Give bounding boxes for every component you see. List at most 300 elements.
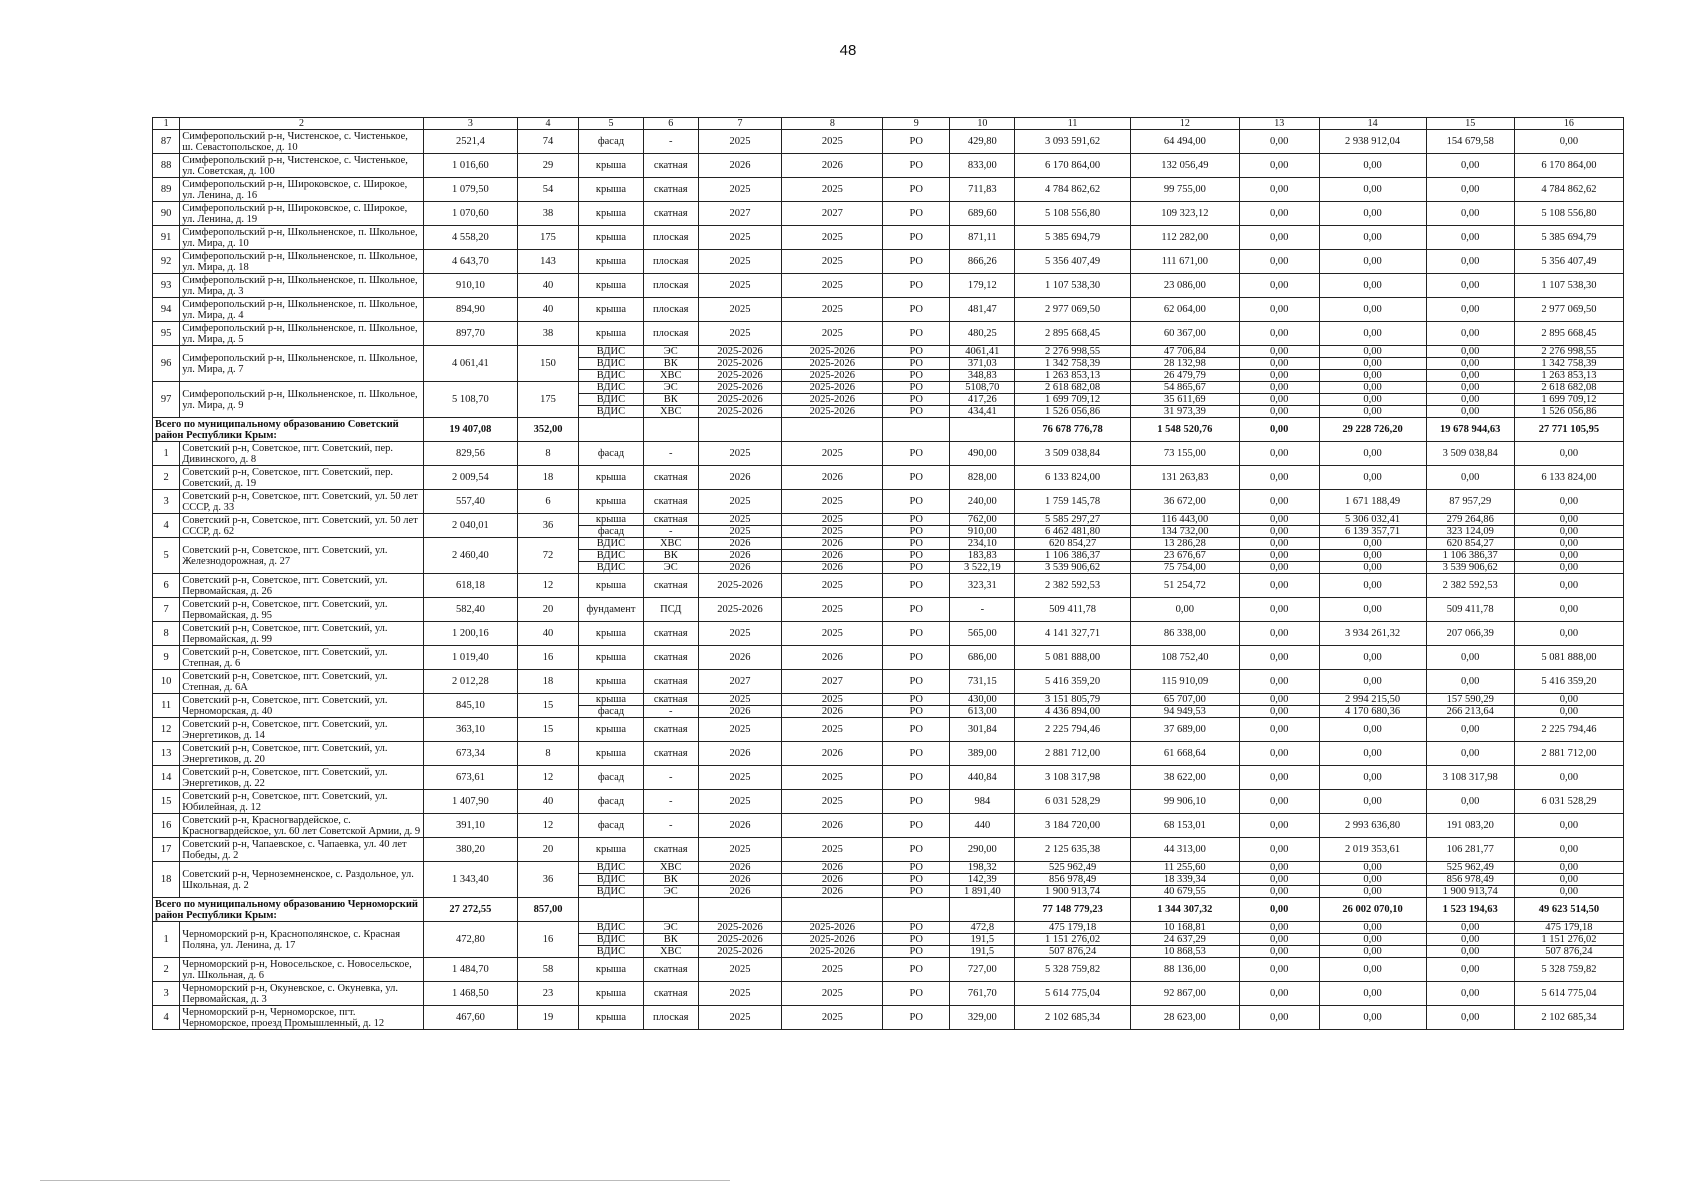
element-cell: крыша	[578, 178, 643, 202]
budget-cell: 0,00	[1319, 178, 1426, 202]
empty-cell	[883, 898, 950, 922]
regional-operator-cell: 0,00	[1514, 538, 1623, 550]
budget-cell: 0,00	[1319, 226, 1426, 250]
method-cell: РО	[883, 250, 950, 274]
method-cell: РО	[883, 670, 950, 694]
end-year-cell: 2025	[782, 130, 883, 154]
owner-funds-cell: 0,00	[1426, 346, 1514, 358]
volume-cell: 142,39	[950, 874, 1015, 886]
area-cell: 4 643,70	[423, 250, 517, 274]
fund-cell: 0,00	[1239, 958, 1319, 982]
type-cell: скатная	[643, 718, 698, 742]
volume-cell: 290,00	[950, 838, 1015, 862]
start-year-cell: 2025	[698, 622, 782, 646]
method-cell: РО	[883, 226, 950, 250]
total-cost-cell: 5 585 297,27	[1015, 514, 1130, 526]
cost-per-unit-cell: 73 155,00	[1130, 442, 1239, 466]
volume-cell: 440	[950, 814, 1015, 838]
fund-cell: 0,00	[1239, 862, 1319, 874]
element-cell: крыша	[578, 202, 643, 226]
element-cell: крыша	[578, 982, 643, 1006]
total-residents-cell: 352,00	[518, 418, 579, 442]
budget-cell: 2 994 215,50	[1319, 694, 1426, 706]
cost-per-unit-cell: 0,00	[1130, 598, 1239, 622]
owner-funds-cell: 0,00	[1426, 406, 1514, 418]
total-cost-cell: 2 125 635,38	[1015, 838, 1130, 862]
budget-cell: 0,00	[1319, 154, 1426, 178]
owner-funds-cell: 0,00	[1426, 466, 1514, 490]
table-row	[153, 790, 1624, 814]
end-year-cell: 2025	[782, 322, 883, 346]
row-number-cell: 6	[153, 574, 180, 598]
address-cell: Советский р-н, Советское, пгт. Советский, ул. Первомайская, д. 26	[180, 574, 423, 598]
type-cell: ХВС	[643, 946, 698, 958]
cost-per-unit-cell: 94 949,53	[1130, 706, 1239, 718]
method-cell: РО	[883, 958, 950, 982]
regional-operator-cell: 507 876,24	[1514, 946, 1623, 958]
owner-funds-cell: 1 900 913,74	[1426, 886, 1514, 898]
end-year-cell: 2025	[782, 598, 883, 622]
total-cost-cell: 525 962,49	[1015, 862, 1130, 874]
element-cell: ВДИС	[578, 862, 643, 874]
end-year-cell: 2025	[782, 274, 883, 298]
start-year-cell: 2025	[698, 250, 782, 274]
cost-per-unit-cell: 112 282,00	[1130, 226, 1239, 250]
method-cell: РО	[883, 154, 950, 178]
fund-cell: 0,00	[1239, 538, 1319, 550]
table-row	[153, 742, 1624, 766]
budget-cell: 0,00	[1319, 1006, 1426, 1030]
fund-cell: 0,00	[1239, 442, 1319, 466]
table-row	[153, 1006, 1624, 1030]
table-row	[153, 226, 1624, 250]
empty-cell	[578, 898, 643, 922]
volume-cell: 348,83	[950, 370, 1015, 382]
regional-operator-cell: 1 699 709,12	[1514, 394, 1623, 406]
element-cell: ВДИС	[578, 406, 643, 418]
budget-cell: 0,00	[1319, 718, 1426, 742]
owner-funds-cell: 3 539 906,62	[1426, 562, 1514, 574]
row-number-cell: 1	[153, 442, 180, 466]
volume-cell: 183,83	[950, 550, 1015, 562]
total-cost-cell: 5 081 888,00	[1015, 646, 1130, 670]
type-cell: -	[643, 814, 698, 838]
regional-operator-cell: 0,00	[1514, 514, 1623, 526]
residents-cell: 15	[518, 718, 579, 742]
budget-cell: 0,00	[1319, 298, 1426, 322]
cost-per-unit-cell: 134 732,00	[1130, 526, 1239, 538]
row-number-cell: 3	[153, 982, 180, 1006]
type-cell: ВК	[643, 358, 698, 370]
row-number-cell: 8	[153, 622, 180, 646]
start-year-cell: 2026	[698, 814, 782, 838]
total-cost-cell: 3 509 038,84	[1015, 442, 1130, 466]
end-year-cell: 2025	[782, 1006, 883, 1030]
method-cell: РО	[883, 814, 950, 838]
element-cell: ВДИС	[578, 550, 643, 562]
budget-cell: 0,00	[1319, 646, 1426, 670]
start-year-cell: 2025-2026	[698, 934, 782, 946]
element-cell: ВДИС	[578, 382, 643, 394]
type-cell: -	[643, 706, 698, 718]
fund-cell: 0,00	[1239, 382, 1319, 394]
type-cell: скатная	[643, 622, 698, 646]
start-year-cell: 2025-2026	[698, 574, 782, 598]
address-cell: Черноморский р-н, Окуневское, с. Окуневка, ул. Первомайская, д. 3	[180, 982, 423, 1006]
total-cost-cell: 2 895 668,45	[1015, 322, 1130, 346]
budget-cell: 3 934 261,32	[1319, 622, 1426, 646]
element-cell: крыша	[578, 574, 643, 598]
start-year-cell: 2025-2026	[698, 598, 782, 622]
area-cell: 2 012,28	[423, 670, 517, 694]
owner-funds-cell: 0,00	[1426, 922, 1514, 934]
owner-funds-cell: 87 957,29	[1426, 490, 1514, 514]
budget-cell: 0,00	[1319, 790, 1426, 814]
type-cell: плоская	[643, 1006, 698, 1030]
fund-cell: 0,00	[1239, 1006, 1319, 1030]
fund-cell: 0,00	[1239, 706, 1319, 718]
end-year-cell: 2027	[782, 202, 883, 226]
empty-cell	[578, 418, 643, 442]
total-cost-cell: 6 031 528,29	[1015, 790, 1130, 814]
table-row	[153, 838, 1624, 862]
owner-funds-cell: 0,00	[1426, 790, 1514, 814]
table-row	[153, 862, 1624, 874]
address-cell: Советский р-н, Советское, пгт. Советский, ул. 50 лет СССР, д. 33	[180, 490, 423, 514]
budget-cell: 0,00	[1319, 742, 1426, 766]
owner-funds-cell: 0,00	[1426, 370, 1514, 382]
table-row	[153, 154, 1624, 178]
cost-per-unit-cell: 31 973,39	[1130, 406, 1239, 418]
cost-per-unit-cell: 88 136,00	[1130, 958, 1239, 982]
total-value-cell: 26 002 070,10	[1319, 898, 1426, 922]
table-row	[153, 982, 1624, 1006]
total-cost-cell: 6 133 824,00	[1015, 466, 1130, 490]
table-row	[153, 202, 1624, 226]
type-cell: плоская	[643, 322, 698, 346]
volume-cell: 689,60	[950, 202, 1015, 226]
volume-cell: 429,80	[950, 130, 1015, 154]
regional-operator-cell: 6 031 528,29	[1514, 790, 1623, 814]
owner-funds-cell: 2 382 592,53	[1426, 574, 1514, 598]
fund-cell: 0,00	[1239, 370, 1319, 382]
empty-cell	[883, 418, 950, 442]
volume-cell: 613,00	[950, 706, 1015, 718]
fund-cell: 0,00	[1239, 886, 1319, 898]
fund-cell: 0,00	[1239, 322, 1319, 346]
method-cell: РО	[883, 790, 950, 814]
type-cell: плоская	[643, 250, 698, 274]
end-year-cell: 2025-2026	[782, 394, 883, 406]
residents-cell: 175	[518, 226, 579, 250]
owner-funds-cell: 0,00	[1426, 1006, 1514, 1030]
total-cost-cell: 3 184 720,00	[1015, 814, 1130, 838]
row-number-cell: 95	[153, 322, 180, 346]
row-number-cell: 96	[153, 346, 180, 382]
regional-operator-cell: 5 356 407,49	[1514, 250, 1623, 274]
start-year-cell: 2025	[698, 694, 782, 706]
start-year-cell: 2027	[698, 670, 782, 694]
total-value-cell: 0,00	[1239, 418, 1319, 442]
row-number-cell: 7	[153, 598, 180, 622]
fund-cell: 0,00	[1239, 406, 1319, 418]
end-year-cell: 2025-2026	[782, 934, 883, 946]
regional-operator-cell: 0,00	[1514, 130, 1623, 154]
element-cell: ВДИС	[578, 562, 643, 574]
total-cost-cell: 1 759 145,78	[1015, 490, 1130, 514]
address-cell: Советский р-н, Советское, пгт. Советский, пер. Дивинского, д. 8	[180, 442, 423, 466]
type-cell: -	[643, 766, 698, 790]
area-cell: 363,10	[423, 718, 517, 742]
table-row	[153, 766, 1624, 790]
regional-operator-cell: 0,00	[1514, 526, 1623, 538]
address-cell: Советский р-н, Советское, пгт. Советский, ул. Черноморская, д. 40	[180, 694, 423, 718]
column-number-cell: 11	[1015, 118, 1130, 130]
fund-cell: 0,00	[1239, 814, 1319, 838]
row-number-cell: 15	[153, 790, 180, 814]
regional-operator-cell: 1 151 276,02	[1514, 934, 1623, 946]
empty-cell	[643, 418, 698, 442]
owner-funds-cell: 0,00	[1426, 742, 1514, 766]
end-year-cell: 2026	[782, 886, 883, 898]
budget-cell: 0,00	[1319, 874, 1426, 886]
budget-cell: 4 170 680,36	[1319, 706, 1426, 718]
element-cell: крыша	[578, 838, 643, 862]
end-year-cell: 2026	[782, 814, 883, 838]
column-number-cell: 4	[518, 118, 579, 130]
fund-cell: 0,00	[1239, 946, 1319, 958]
start-year-cell: 2025	[698, 274, 782, 298]
residents-cell: 18	[518, 670, 579, 694]
residents-cell: 16	[518, 646, 579, 670]
start-year-cell: 2025	[698, 838, 782, 862]
budget-cell: 0,00	[1319, 394, 1426, 406]
type-cell: скатная	[643, 490, 698, 514]
residents-cell: 20	[518, 598, 579, 622]
table-row	[153, 382, 1624, 394]
method-cell: РО	[883, 346, 950, 358]
method-cell: РО	[883, 526, 950, 538]
element-cell: ВДИС	[578, 358, 643, 370]
cost-per-unit-cell: 61 668,64	[1130, 742, 1239, 766]
area-cell: 1 484,70	[423, 958, 517, 982]
owner-funds-cell: 0,00	[1426, 946, 1514, 958]
start-year-cell: 2026	[698, 562, 782, 574]
regional-operator-cell: 2 895 668,45	[1514, 322, 1623, 346]
end-year-cell: 2025	[782, 622, 883, 646]
regional-operator-cell: 0,00	[1514, 838, 1623, 862]
table-row	[153, 466, 1624, 490]
budget-cell: 0,00	[1319, 886, 1426, 898]
area-cell: 829,56	[423, 442, 517, 466]
row-number-cell: 13	[153, 742, 180, 766]
cost-per-unit-cell: 36 672,00	[1130, 490, 1239, 514]
table-row	[153, 322, 1624, 346]
area-cell: 391,10	[423, 814, 517, 838]
type-cell: ЭС	[643, 922, 698, 934]
area-cell: 618,18	[423, 574, 517, 598]
regional-operator-cell: 0,00	[1514, 694, 1623, 706]
volume-cell: 480,25	[950, 322, 1015, 346]
regional-operator-cell: 0,00	[1514, 886, 1623, 898]
volume-cell: 871,11	[950, 226, 1015, 250]
regional-operator-cell: 2 881 712,00	[1514, 742, 1623, 766]
residents-cell: 16	[518, 922, 579, 958]
volume-cell: 731,15	[950, 670, 1015, 694]
table-row	[153, 718, 1624, 742]
fund-cell: 0,00	[1239, 346, 1319, 358]
row-number-cell: 16	[153, 814, 180, 838]
area-cell: 910,10	[423, 274, 517, 298]
empty-cell	[950, 898, 1015, 922]
row-number-cell: 87	[153, 130, 180, 154]
start-year-cell: 2025	[698, 442, 782, 466]
method-cell: РО	[883, 370, 950, 382]
owner-funds-cell: 157 590,29	[1426, 694, 1514, 706]
total-cost-cell: 1 151 276,02	[1015, 934, 1130, 946]
area-cell: 4 558,20	[423, 226, 517, 250]
row-number-cell: 10	[153, 670, 180, 694]
end-year-cell: 2025	[782, 298, 883, 322]
type-cell: ВК	[643, 874, 698, 886]
owner-funds-cell: 3 509 038,84	[1426, 442, 1514, 466]
page-number: 48	[839, 42, 857, 59]
type-cell: ЭС	[643, 562, 698, 574]
fund-cell: 0,00	[1239, 742, 1319, 766]
area-cell: 467,60	[423, 1006, 517, 1030]
volume-cell: 323,31	[950, 574, 1015, 598]
cost-per-unit-cell: 131 263,83	[1130, 466, 1239, 490]
address-cell: Симферопольский р-н, Школьненское, п. Школьное, ул. Мира, д. 10	[180, 226, 423, 250]
start-year-cell: 2026	[698, 550, 782, 562]
row-number-cell: 4	[153, 1006, 180, 1030]
row-number-cell: 12	[153, 718, 180, 742]
type-cell: скатная	[643, 694, 698, 706]
budget-cell: 0,00	[1319, 322, 1426, 346]
total-area-cell: 19 407,08	[423, 418, 517, 442]
method-cell: РО	[883, 742, 950, 766]
end-year-cell: 2025	[782, 838, 883, 862]
type-cell: плоская	[643, 226, 698, 250]
regional-operator-cell: 0,00	[1514, 562, 1623, 574]
end-year-cell: 2026	[782, 538, 883, 550]
owner-funds-cell: 0,00	[1426, 718, 1514, 742]
cost-per-unit-cell: 86 338,00	[1130, 622, 1239, 646]
cost-per-unit-cell: 99 755,00	[1130, 178, 1239, 202]
regional-operator-cell: 475 179,18	[1514, 922, 1623, 934]
total-cost-cell: 507 876,24	[1015, 946, 1130, 958]
address-cell: Симферопольский р-н, Школьненское, п. Школьное, ул. Мира, д. 5	[180, 322, 423, 346]
fund-cell: 0,00	[1239, 718, 1319, 742]
address-cell: Советский р-н, Советское, пгт. Советский, ул. Энергетиков, д. 14	[180, 718, 423, 742]
empty-cell	[698, 418, 782, 442]
table-row	[153, 922, 1624, 934]
cost-per-unit-cell: 54 865,67	[1130, 382, 1239, 394]
cost-per-unit-cell: 10 168,81	[1130, 922, 1239, 934]
end-year-cell: 2025	[782, 178, 883, 202]
address-cell: Симферопольский р-н, Чистенское, с. Чистенькое, ул. Советская, д. 100	[180, 154, 423, 178]
method-cell: РО	[883, 202, 950, 226]
area-cell: 557,40	[423, 490, 517, 514]
volume-cell: 430,00	[950, 694, 1015, 706]
start-year-cell: 2025	[698, 718, 782, 742]
end-year-cell: 2026	[782, 706, 883, 718]
address-cell: Черноморский р-н, Новосельское, с. Новосельское, ул. Школьная, д. 6	[180, 958, 423, 982]
cost-per-unit-cell: 11 255,60	[1130, 862, 1239, 874]
method-cell: РО	[883, 562, 950, 574]
owner-funds-cell: 0,00	[1426, 322, 1514, 346]
volume-cell: 711,83	[950, 178, 1015, 202]
area-cell: 4 061,41	[423, 346, 517, 382]
row-number-cell: 14	[153, 766, 180, 790]
column-number-cell: 5	[578, 118, 643, 130]
regional-operator-cell: 5 108 556,80	[1514, 202, 1623, 226]
cost-per-unit-cell: 132 056,49	[1130, 154, 1239, 178]
type-cell: плоская	[643, 274, 698, 298]
cost-per-unit-cell: 37 689,00	[1130, 718, 1239, 742]
volume-cell: 866,26	[950, 250, 1015, 274]
cost-per-unit-cell: 26 479,79	[1130, 370, 1239, 382]
residents-cell: 150	[518, 346, 579, 382]
total-value-cell: 1 344 307,32	[1130, 898, 1239, 922]
budget-cell: 0,00	[1319, 250, 1426, 274]
volume-cell: 329,00	[950, 1006, 1015, 1030]
total-cost-cell: 2 225 794,46	[1015, 718, 1130, 742]
residents-cell: 143	[518, 250, 579, 274]
address-cell: Советский р-н, Красногвардейское, с. Красногвардейское, ул. 60 лет Советской Армии, д. 9	[180, 814, 423, 838]
cost-per-unit-cell: 28 132,98	[1130, 358, 1239, 370]
residents-cell: 54	[518, 178, 579, 202]
end-year-cell: 2026	[782, 742, 883, 766]
start-year-cell: 2026	[698, 742, 782, 766]
row-number-cell: 3	[153, 490, 180, 514]
cost-per-unit-cell: 99 906,10	[1130, 790, 1239, 814]
regional-operator-cell: 0,00	[1514, 598, 1623, 622]
fund-cell: 0,00	[1239, 226, 1319, 250]
total-cost-cell: 4 436 894,00	[1015, 706, 1130, 718]
fund-cell: 0,00	[1239, 514, 1319, 526]
regional-operator-cell: 1 526 056,86	[1514, 406, 1623, 418]
start-year-cell: 2025	[698, 298, 782, 322]
address-cell: Советский р-н, Советское, пгт. Советский, пер. Советский, д. 19	[180, 466, 423, 490]
type-cell: ПСД	[643, 598, 698, 622]
fund-cell: 0,00	[1239, 562, 1319, 574]
volume-cell: 762,00	[950, 514, 1015, 526]
fund-cell: 0,00	[1239, 274, 1319, 298]
cost-per-unit-cell: 111 671,00	[1130, 250, 1239, 274]
regional-operator-cell: 0,00	[1514, 862, 1623, 874]
owner-funds-cell: 0,00	[1426, 226, 1514, 250]
fund-cell: 0,00	[1239, 466, 1319, 490]
start-year-cell: 2025	[698, 490, 782, 514]
method-cell: РО	[883, 766, 950, 790]
total-cost-cell: 1 900 913,74	[1015, 886, 1130, 898]
total-value-cell: 27 771 105,95	[1514, 418, 1623, 442]
owner-funds-cell: 0,00	[1426, 178, 1514, 202]
table-row	[153, 178, 1624, 202]
fund-cell: 0,00	[1239, 922, 1319, 934]
method-cell: РО	[883, 934, 950, 946]
fund-cell: 0,00	[1239, 694, 1319, 706]
cost-per-unit-cell: 108 752,40	[1130, 646, 1239, 670]
area-cell: 5 108,70	[423, 382, 517, 418]
end-year-cell: 2025	[782, 250, 883, 274]
element-cell: ВДИС	[578, 346, 643, 358]
table-row	[153, 670, 1624, 694]
element-cell: крыша	[578, 646, 643, 670]
address-cell: Советский р-н, Советское, пгт. Советский, ул. Первомайская, д. 95	[180, 598, 423, 622]
volume-cell: 440,84	[950, 766, 1015, 790]
